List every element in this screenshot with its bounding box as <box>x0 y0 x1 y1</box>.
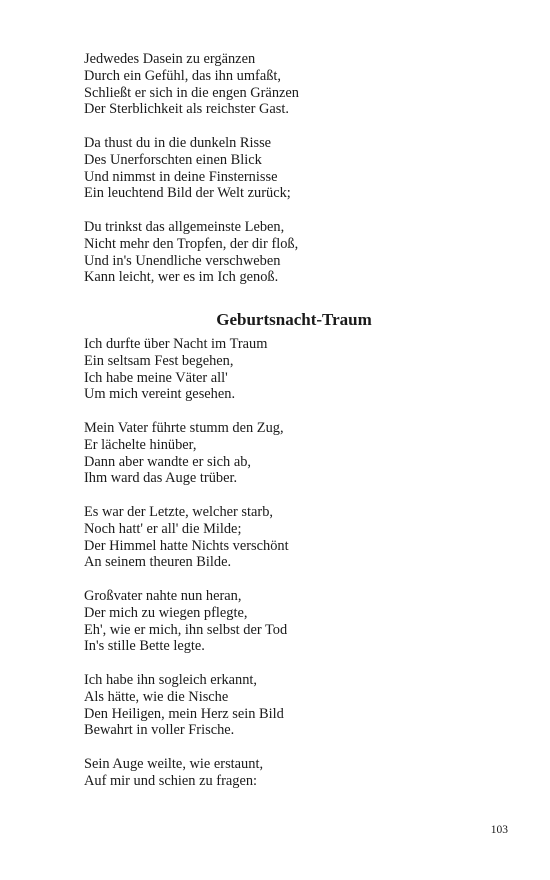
verse-line: Auf mir und schien zu fragen: <box>84 772 258 789</box>
verse-line: Dann aber wandte er sich ab, <box>84 453 252 470</box>
verse-line: Ich habe meine Väter all' <box>84 369 228 386</box>
verse-line: Jedwedes Dasein zu ergänzen <box>84 51 256 67</box>
verse-line: Eh', wie er mich, ihn selbst der Tod <box>84 621 288 638</box>
verse-line: Der Himmel hatte Nichts verschönt <box>84 537 289 554</box>
verse-line: Als hätte, wie die Nische <box>84 688 229 705</box>
verse-line: Des Unerforschten einen Blick <box>84 151 262 168</box>
poem-title: Geburtsnacht-Traum <box>216 310 372 329</box>
verse-line: Er lächelte hinüber, <box>84 436 197 453</box>
verse-line: Und nimmst in deine Finsternisse <box>84 168 278 185</box>
stanza-prev-3 <box>84 219 298 286</box>
verse-line: Ihm ward das Auge trüber. <box>84 470 238 487</box>
verse-line: Sein Auge weilte, wie erstaunt, <box>84 756 264 772</box>
verse-line: Durch ein Gefühl, das ihn umfaßt, <box>84 67 282 84</box>
stanza-prev-1 <box>84 51 299 118</box>
verse-line: Und in's Unendliche verschweben <box>84 252 281 269</box>
verse-line: Kann leicht, wer es im Ich genoß. <box>84 269 279 286</box>
stanza-2 <box>84 420 284 487</box>
verse-line: Du trinkst das allgemeinste Leben, <box>84 219 285 235</box>
verse-line: Schließt er sich in die engen Gränzen <box>84 84 299 101</box>
stanza-5 <box>84 672 284 739</box>
stanza-4 <box>84 588 287 655</box>
verse-line: Den Heiligen, mein Herz sein Bild <box>84 705 284 722</box>
verse-line: Der mich zu wiegen pflegte, <box>84 604 248 621</box>
verse-line: Da thust du in die dunkeln Risse <box>84 135 272 151</box>
verse-line: Ein seltsam Fest begehen, <box>84 352 234 369</box>
verse-line: Ein leuchtend Bild der Welt zurück; <box>84 185 291 202</box>
stanza-6 <box>84 756 263 790</box>
verse-line: In's stille Bette legte. <box>84 638 205 655</box>
verse-line: Noch hatt' er all' die Milde; <box>84 520 242 537</box>
stanza-3 <box>84 504 289 571</box>
verse-line: Mein Vater führte stumm den Zug, <box>84 420 284 436</box>
verse-line: Es war der Letzte, welcher starb, <box>84 504 273 520</box>
page-number: 103 <box>490 824 508 836</box>
verse-line: Der Sterblichkeit als reichster Gast. <box>84 101 289 118</box>
verse-line: Nicht mehr den Tropfen, der dir floß, <box>84 235 299 252</box>
verse-line: Großvater nahte nun heran, <box>84 588 242 604</box>
verse-line: Bewahrt in voller Frische. <box>84 722 235 739</box>
stanza-prev-2 <box>84 135 291 202</box>
verse-line: Um mich vereint gesehen. <box>84 386 236 403</box>
verse-line: Ich durfte über Nacht im Traum <box>84 336 268 352</box>
verse-line: Ich habe ihn sogleich erkannt, <box>84 672 258 688</box>
stanza-1 <box>84 336 267 403</box>
verse-line: An seinem theuren Bilde. <box>84 554 232 571</box>
